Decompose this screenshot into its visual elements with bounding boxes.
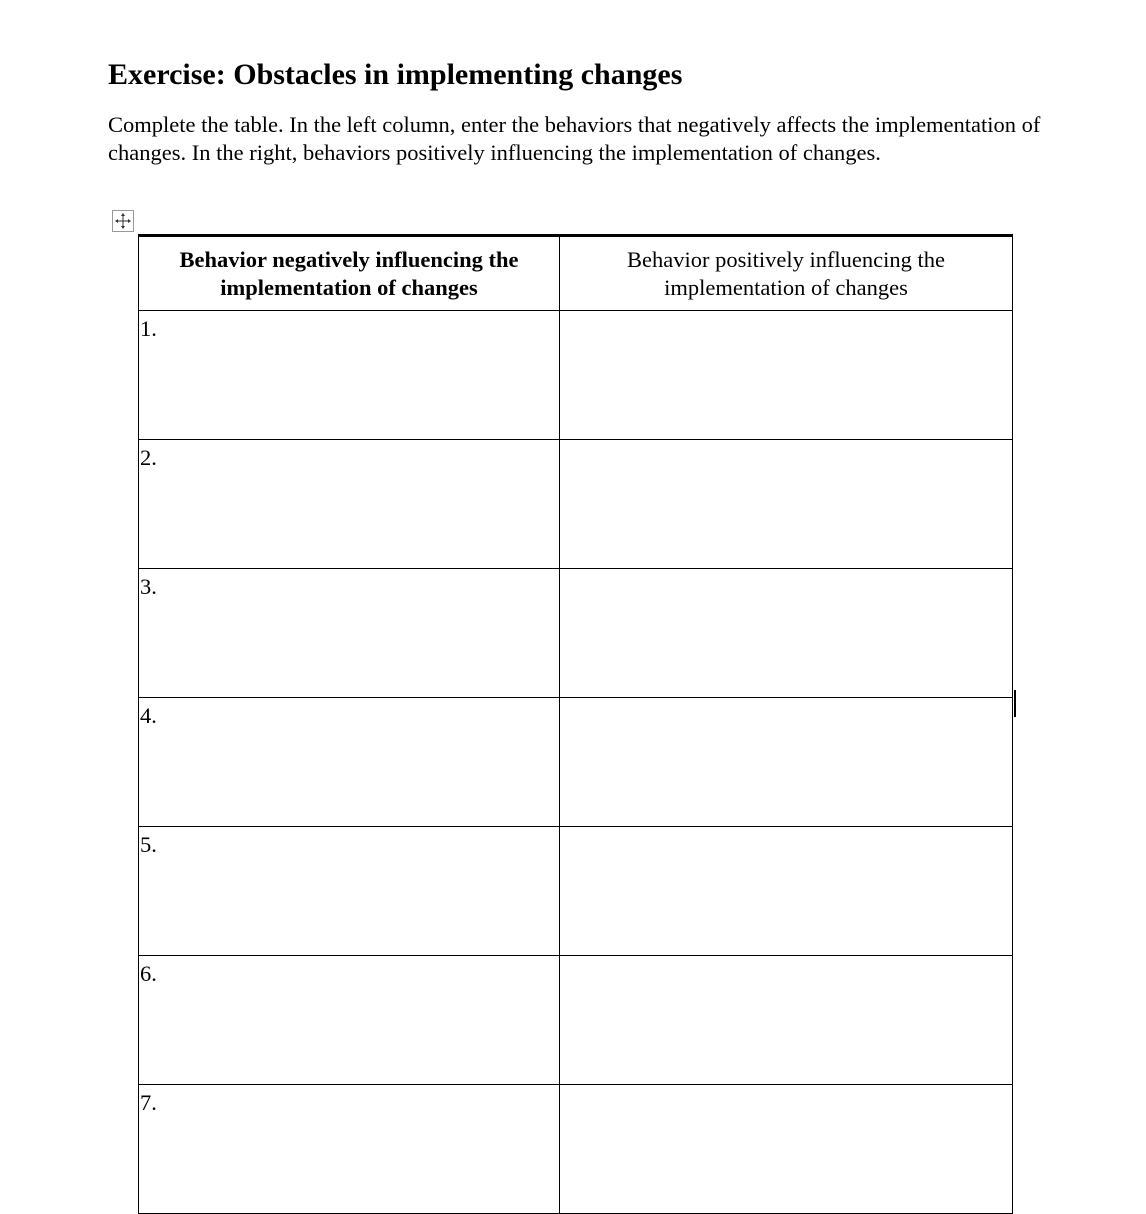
- table-row: [139, 1085, 1013, 1214]
- positive-cell-3[interactable]: [560, 569, 1013, 698]
- move-arrows-icon: [113, 211, 133, 231]
- negative-cell-5[interactable]: 5.: [139, 827, 560, 956]
- positive-cell-6[interactable]: [560, 956, 1013, 1085]
- positive-cell-1[interactable]: [560, 311, 1013, 440]
- positive-cell-4[interactable]: [560, 698, 1013, 827]
- table-header-row: [139, 236, 1013, 311]
- table-move-handle[interactable]: [112, 210, 134, 232]
- behavior-table: [138, 234, 1013, 1214]
- negative-cell-7[interactable]: 7.: [139, 1085, 560, 1214]
- negative-cell-1[interactable]: 1.: [139, 311, 560, 440]
- table-row: [139, 311, 1013, 440]
- table-row: [139, 956, 1013, 1085]
- positive-cell-7[interactable]: [560, 1085, 1013, 1214]
- table-row: [139, 698, 1013, 827]
- positive-cell-5[interactable]: [560, 827, 1013, 956]
- page-title: Exercise: Obstacles in implementing changes: [108, 58, 683, 91]
- header-positive-behavior[interactable]: Behavior positively influencing the implementation of changes: [560, 236, 1013, 311]
- header-negative-behavior[interactable]: Behavior negatively influencing the implementation of changes: [139, 236, 560, 311]
- negative-cell-4[interactable]: 4.: [139, 698, 560, 827]
- positive-cell-2[interactable]: [560, 440, 1013, 569]
- table-row: [139, 827, 1013, 956]
- table-row: [139, 569, 1013, 698]
- text-cursor: [1014, 690, 1016, 717]
- negative-cell-3[interactable]: 3.: [139, 569, 560, 698]
- instructions-text[interactable]: Complete the table. In the left column, enter the behaviors that negatively affects the implementation of changes. In the right, behaviors positively influencing the implementation of changes.: [108, 112, 1041, 165]
- table-row: [139, 440, 1013, 569]
- negative-cell-2[interactable]: 2.: [139, 440, 560, 569]
- negative-cell-6[interactable]: 6.: [139, 956, 560, 1085]
